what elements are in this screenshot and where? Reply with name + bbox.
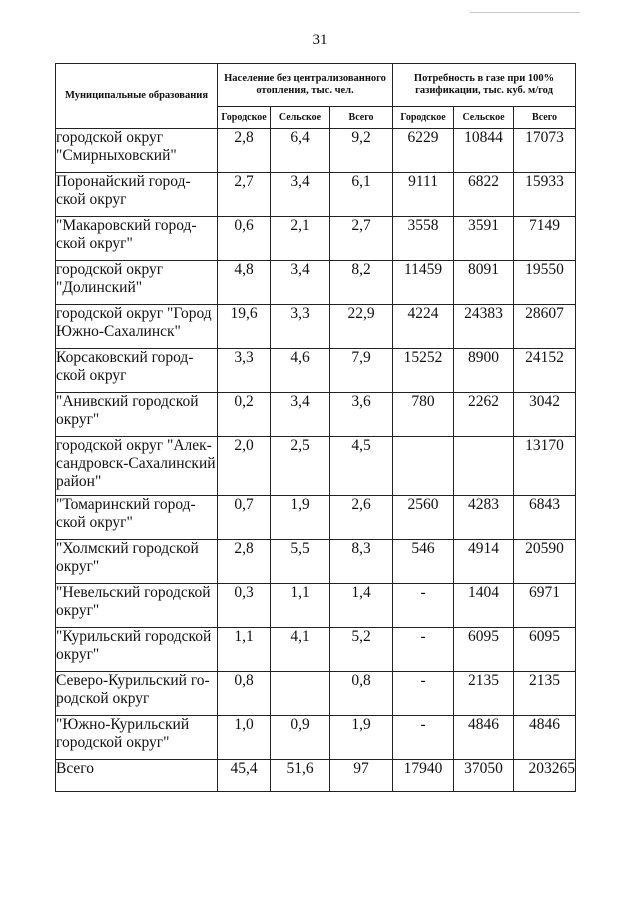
municipality-name: городской округ "Долинский"	[56, 261, 218, 305]
pop-urban-cell: 0,7	[218, 496, 271, 540]
gas-urban-cell: 11459	[393, 261, 454, 305]
gas-total-cell: 13170	[514, 437, 576, 496]
pop-rural-cell: 1,9	[271, 496, 330, 540]
pop-total-cell: 4,5	[330, 437, 393, 496]
table-row	[56, 305, 576, 349]
municipality-name: "Макаровский город-ской округ"	[56, 217, 218, 261]
table-row	[56, 540, 576, 584]
pop-rural-cell	[271, 672, 330, 716]
pop-rural-cell: 3,4	[271, 261, 330, 305]
total-row	[56, 760, 576, 792]
pop-urban-cell: 3,3	[218, 349, 271, 393]
gas-urban-cell: 15252	[393, 349, 454, 393]
gas-rural-cell: 4914	[454, 540, 514, 584]
gas-total-cell: 28607	[514, 305, 576, 349]
header-pop-total: Всего	[330, 107, 393, 129]
table-row	[56, 173, 576, 217]
gas-total-cell: 6971	[514, 584, 576, 628]
gas-rural-cell: 4283	[454, 496, 514, 540]
municipality-name: "Южно-Курильский городской округ"	[56, 716, 218, 760]
pop-total-cell: 22,9	[330, 305, 393, 349]
gas-urban-cell: -	[393, 584, 454, 628]
pop-total-cell: 5,2	[330, 628, 393, 672]
gas-rural-cell: 8091	[454, 261, 514, 305]
pop-total-cell: 1,9	[330, 716, 393, 760]
pop-total-cell: 3,6	[330, 393, 393, 437]
pop-urban-cell: 1,0	[218, 716, 271, 760]
gas-total-cell: 6095	[514, 628, 576, 672]
gas-rural-cell: 3591	[454, 217, 514, 261]
pop-total-cell: 0,8	[330, 672, 393, 716]
table-row	[56, 261, 576, 305]
header-municipal: Муниципальные образования	[56, 64, 218, 129]
gas-rural-cell: 2262	[454, 393, 514, 437]
gas-urban-cell: 9111	[393, 173, 454, 217]
municipality-name: Поронайский город-ской округ	[56, 173, 218, 217]
pop-urban-cell: 2,0	[218, 437, 271, 496]
table-row	[56, 628, 576, 672]
pop-urban-cell: 0,2	[218, 393, 271, 437]
total-gas-rural: 37050	[454, 760, 514, 792]
gas-total-cell: 6843	[514, 496, 576, 540]
pop-rural-cell: 3,4	[271, 173, 330, 217]
gas-urban-cell: 2560	[393, 496, 454, 540]
page-number: 31	[312, 32, 328, 48]
pop-urban-cell: 4,8	[218, 261, 271, 305]
table-row	[56, 672, 576, 716]
total-pop-urban: 45,4	[218, 760, 271, 792]
pop-total-cell: 8,2	[330, 261, 393, 305]
scan-mark	[470, 12, 580, 13]
gas-total-cell: 17073	[514, 129, 576, 173]
header-population: Население без централизованного отопления, тыс. чел.	[218, 64, 393, 107]
municipality-name: городской округ "Город Южно-Сахалинск"	[56, 305, 218, 349]
municipality-name: "Томаринский город-ской округ"	[56, 496, 218, 540]
gas-urban-cell: -	[393, 628, 454, 672]
total-pop-total: 97	[330, 760, 393, 792]
gas-total-cell: 4846	[514, 716, 576, 760]
pop-total-cell: 8,3	[330, 540, 393, 584]
gas-rural-cell: 1404	[454, 584, 514, 628]
table-row	[56, 349, 576, 393]
table-row	[56, 217, 576, 261]
gas-urban-cell: -	[393, 716, 454, 760]
header-pop-urban: Городское	[218, 107, 271, 129]
header-gas-urban: Городское	[393, 107, 454, 129]
gas-urban-cell: 4224	[393, 305, 454, 349]
gas-rural-cell: 2135	[454, 672, 514, 716]
table-row	[56, 393, 576, 437]
total-gas-urban: 17940	[393, 760, 454, 792]
municipality-name: Северо-Курильский го-родской округ	[56, 672, 218, 716]
total-gas-total: 203265	[514, 760, 576, 792]
gasification-table	[55, 63, 576, 792]
municipality-name: городской округ "Смирныховский"	[56, 129, 218, 173]
pop-total-cell: 6,1	[330, 173, 393, 217]
gas-rural-cell: 10844	[454, 129, 514, 173]
pop-urban-cell: 0,6	[218, 217, 271, 261]
header-gas-demand: Потребность в газе при 100% газификации, тыс. куб. м/год	[393, 64, 576, 107]
table-row	[56, 496, 576, 540]
pop-rural-cell: 0,9	[271, 716, 330, 760]
pop-rural-cell: 3,4	[271, 393, 330, 437]
table-row	[56, 437, 576, 496]
gas-rural-cell: 6095	[454, 628, 514, 672]
table-row	[56, 584, 576, 628]
pop-rural-cell: 4,6	[271, 349, 330, 393]
pop-rural-cell: 1,1	[271, 584, 330, 628]
gas-total-cell: 19550	[514, 261, 576, 305]
pop-urban-cell: 0,8	[218, 672, 271, 716]
gas-rural-cell: 8900	[454, 349, 514, 393]
gas-urban-cell	[393, 437, 454, 496]
total-label: Всего	[56, 760, 218, 792]
gas-total-cell: 20590	[514, 540, 576, 584]
table-row	[56, 716, 576, 760]
gas-rural-cell: 6822	[454, 173, 514, 217]
pop-rural-cell: 5,5	[271, 540, 330, 584]
municipality-name: городской округ "Алек-сандровск-Сахалинский район"	[56, 437, 218, 496]
pop-total-cell: 7,9	[330, 349, 393, 393]
header-pop-rural: Сельское	[271, 107, 330, 129]
gas-urban-cell: 6229	[393, 129, 454, 173]
total-pop-rural: 51,6	[271, 760, 330, 792]
gas-urban-cell: 780	[393, 393, 454, 437]
gas-total-cell: 3042	[514, 393, 576, 437]
pop-rural-cell: 2,1	[271, 217, 330, 261]
pop-urban-cell: 2,8	[218, 129, 271, 173]
pop-total-cell: 2,6	[330, 496, 393, 540]
gas-rural-cell	[454, 437, 514, 496]
pop-total-cell: 1,4	[330, 584, 393, 628]
pop-urban-cell: 2,7	[218, 173, 271, 217]
header-gas-rural: Сельское	[454, 107, 514, 129]
municipality-name: "Курильский городской округ"	[56, 628, 218, 672]
pop-urban-cell: 19,6	[218, 305, 271, 349]
pop-rural-cell: 6,4	[271, 129, 330, 173]
pop-urban-cell: 2,8	[218, 540, 271, 584]
gas-total-cell: 2135	[514, 672, 576, 716]
gas-urban-cell: 3558	[393, 217, 454, 261]
municipality-name: "Холмский городской округ"	[56, 540, 218, 584]
pop-urban-cell: 0,3	[218, 584, 271, 628]
pop-rural-cell: 3,3	[271, 305, 330, 349]
municipality-name: "Невельский городской округ"	[56, 584, 218, 628]
gas-total-cell: 15933	[514, 173, 576, 217]
municipality-name: "Анивский городской округ"	[56, 393, 218, 437]
pop-rural-cell: 2,5	[271, 437, 330, 496]
table-row	[56, 129, 576, 173]
gas-total-cell: 7149	[514, 217, 576, 261]
pop-rural-cell: 4,1	[271, 628, 330, 672]
municipality-name: Корсаковский город-ской округ	[56, 349, 218, 393]
gas-total-cell: 24152	[514, 349, 576, 393]
gas-rural-cell: 4846	[454, 716, 514, 760]
gas-urban-cell: -	[393, 672, 454, 716]
header-gas-total: Всего	[514, 107, 576, 129]
pop-total-cell: 2,7	[330, 217, 393, 261]
pop-urban-cell: 1,1	[218, 628, 271, 672]
gas-rural-cell: 24383	[454, 305, 514, 349]
gas-urban-cell: 546	[393, 540, 454, 584]
pop-total-cell: 9,2	[330, 129, 393, 173]
